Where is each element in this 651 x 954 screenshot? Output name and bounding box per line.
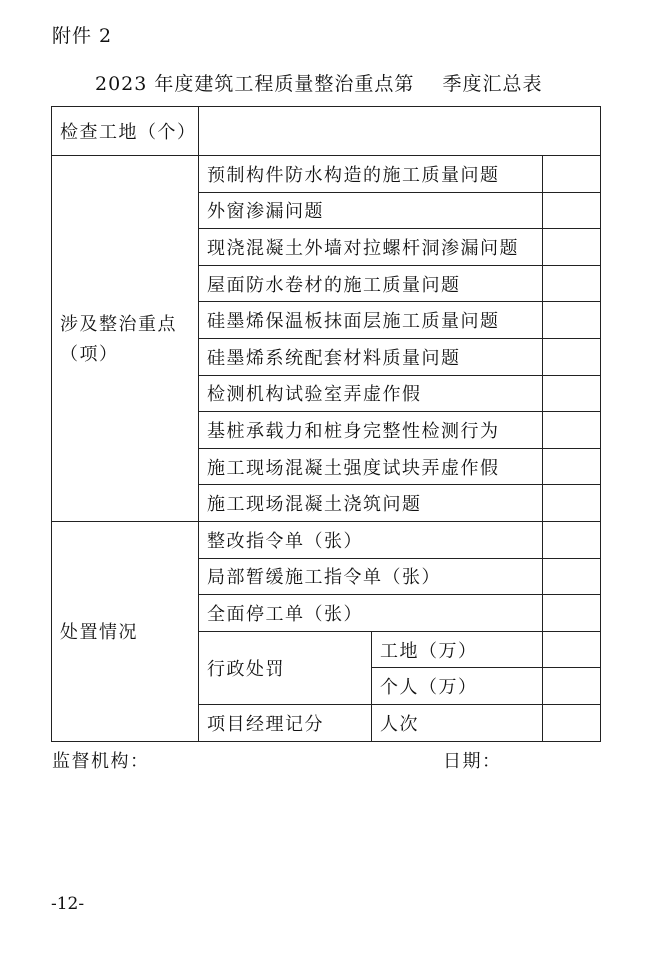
involved-item-label: 硅墨烯保温板抹面层施工质量问题 [199, 302, 543, 339]
involved-item-label: 基桩承载力和桩身完整性检测行为 [199, 412, 543, 449]
involved-item-label: 施工现场混凝土浇筑问题 [199, 485, 543, 522]
attachment-label: 附件 2 [52, 25, 113, 47]
full-stop-value[interactable] [543, 595, 601, 632]
involved-item-value[interactable] [543, 302, 601, 339]
involved-points-label [52, 156, 199, 522]
involved-item-value[interactable] [543, 375, 601, 412]
involved-item-value[interactable] [543, 265, 601, 302]
involved-item-value[interactable] [543, 229, 601, 266]
involved-item-label: 屋面防水卷材的施工质量问题 [199, 265, 543, 302]
admin-penalty-label: 行政处罚 [199, 631, 372, 704]
penalty-person-label: 个人（万） [372, 668, 543, 705]
manager-scoring-value[interactable] [543, 704, 601, 741]
penalty-site-label: 工地（万） [372, 631, 543, 668]
partial-suspension-label: 局部暂缓施工指令单（张） [199, 558, 543, 595]
involved-item-label: 检测机构试验室弄虚作假 [199, 375, 543, 412]
manager-scoring-label: 项目经理记分 [199, 704, 372, 741]
table-row [52, 156, 601, 193]
involved-item-label: 施工现场混凝土强度试块弄虚作假 [199, 448, 543, 485]
inspection-sites-label: 检查工地（个） [52, 107, 199, 156]
inspection-sites-row [52, 107, 601, 156]
involved-item-value[interactable] [543, 412, 601, 449]
involved-points-label-line2: （项） [60, 344, 119, 366]
supervisor-label: 监督机构： [52, 751, 150, 772]
involved-item-value[interactable] [543, 156, 601, 193]
partial-suspension-value[interactable] [543, 558, 601, 595]
manager-scoring-unit: 人次 [372, 704, 543, 741]
involved-item-label: 现浇混凝土外墙对拉螺杆洞渗漏问题 [199, 229, 543, 266]
involved-item-label: 硅墨烯系统配套材料质量问题 [199, 338, 543, 375]
involved-item-value[interactable] [543, 338, 601, 375]
rectification-order-value[interactable] [543, 521, 601, 558]
involved-points-label-line1: 涉及整治重点 [60, 314, 177, 336]
disposal-label: 处置情况 [52, 521, 199, 741]
page-number: -12- [51, 894, 85, 914]
summary-table [51, 106, 601, 742]
rectification-order-label: 整改指令单（张） [199, 521, 543, 558]
involved-item-value[interactable] [543, 448, 601, 485]
involved-item-label: 预制构件防水构造的施工质量问题 [199, 156, 543, 193]
date-label: 日期： [443, 751, 502, 772]
page-title: 2023 年度建筑工程质量整治重点第 季度汇总表 [95, 73, 543, 95]
penalty-person-value[interactable] [543, 668, 601, 705]
table-row [52, 521, 601, 558]
involved-item-label: 外窗渗漏问题 [199, 192, 543, 229]
involved-item-value[interactable] [543, 192, 601, 229]
inspection-sites-value[interactable] [199, 107, 601, 156]
penalty-site-value[interactable] [543, 631, 601, 668]
full-stop-label: 全面停工单（张） [199, 595, 543, 632]
involved-item-value[interactable] [543, 485, 601, 522]
